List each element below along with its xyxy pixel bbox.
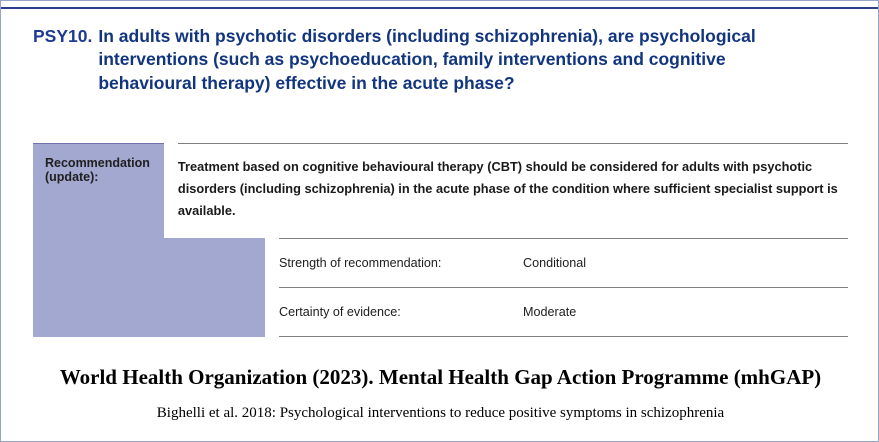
detail-body-strength [265, 238, 848, 287]
question-code: PSY10. [33, 26, 93, 46]
top-divider [1, 7, 878, 9]
label-panel-filler-1 [33, 238, 265, 287]
table-row [279, 238, 848, 287]
recommendation-label: Recommendation (update): [33, 143, 164, 238]
certainty-of-evidence-value: Moderate [523, 305, 577, 319]
footer [1, 364, 879, 424]
recommendation-detail-row-certainty [33, 287, 848, 337]
question-block [33, 25, 813, 95]
footer-subtitle: Bighelli et al. 2018: Psychological interventions to reduce positive symptoms in schizophrenia [156, 405, 725, 422]
recommendation-table [33, 143, 848, 337]
recommendation-body [164, 143, 848, 238]
recommendation-statement: Treatment based on cognitive behavioural therapy (CBT) should be considered for adults with psychotic disorders (including schizophrenia) in the acute phase of the condition where sufficient specialist support is available. [178, 143, 848, 238]
label-panel-filler-2 [33, 287, 265, 337]
table-row [279, 287, 848, 337]
certainty-of-evidence-key: Certainty of evidence: [279, 305, 401, 319]
detail-body-certainty [265, 287, 848, 337]
strength-of-recommendation-value: Conditional [523, 256, 587, 270]
recommendation-main-row [33, 143, 848, 238]
question-text: In adults with psychotic disorders (including schizophrenia), are psychological interventions (such as psychoeducation, family interventions and cognitive behavioural therapy) effective in the acute phase? [98, 26, 756, 93]
strength-of-recommendation-key: Strength of recommendation: [279, 256, 442, 270]
footer-title: World Health Organization (2023). Mental Health Gap Action Programme (mhGAP) [59, 365, 822, 389]
recommendation-detail-row-strength [33, 238, 848, 287]
